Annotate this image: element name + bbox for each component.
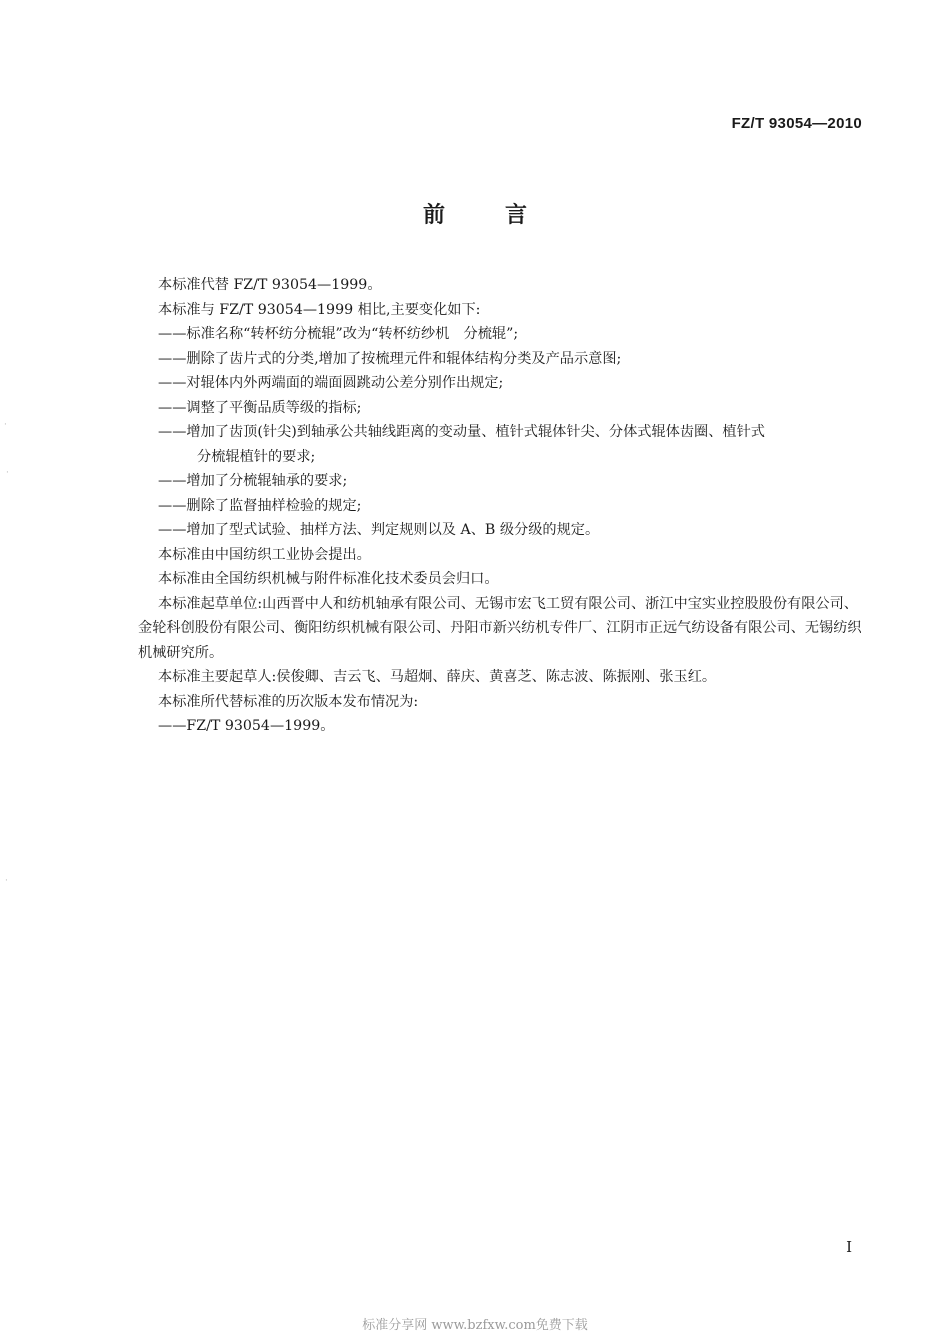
change-item-8: ——增加了型式试验、抽样方法、判定规则以及 A、B 级分级的规定。	[158, 522, 600, 538]
change-item-3: ——对辊体内外两端面的端面圆跳动公差分别作出规定;	[158, 375, 504, 391]
paragraph-history-intro: 本标准所代替标准的历次版本发布情况为:	[158, 693, 419, 710]
paragraph-drafters: 本标准主要起草人:侯俊卿、吉云飞、马超炯、薛庆、黄喜芝、陈志波、陈振刚、张玉红。	[158, 669, 717, 685]
standard-number: FZ/T 93054—2010	[731, 115, 862, 132]
paragraph-centralized-by: 本标准由全国纺织机械与附件标准化技术委员会归口。	[158, 571, 499, 587]
paragraph-replaces: 本标准代替 FZ/T 93054—1999。	[158, 277, 382, 293]
page-title: 前言	[422, 203, 587, 228]
change-item-5: ——增加了齿顶(针尖)到轴承公共轴线距离的变动量、植针式辊体针尖、分体式辊体齿圈、植针式	[158, 424, 765, 440]
scan-speck: ·	[6, 468, 9, 478]
change-item-5-continuation: 分梳辊植针的要求;	[197, 448, 316, 465]
change-item-7: ——删除了监督抽样检验的规定;	[158, 497, 362, 514]
scan-speck: ·	[4, 420, 7, 430]
foreword-body	[138, 273, 868, 739]
change-item-2: ——删除了齿片式的分类,增加了按梳理元件和辊体结构分类及产品示意图;	[158, 350, 622, 367]
change-item-6: ——增加了分梳辊轴承的要求;	[158, 473, 348, 489]
change-item-4: ——调整了平衡品质等级的指标;	[158, 399, 362, 416]
page-number: I	[846, 1238, 852, 1256]
paragraph-proposed-by: 本标准由中国纺织工业协会提出。	[158, 546, 371, 563]
paragraph-changes-intro: 本标准与 FZ/T 93054—1999 相比,主要变化如下:	[158, 301, 481, 318]
paragraph-drafting-units: 本标准起草单位:山西晋中人和纺机轴承有限公司、无锡市宏飞工贸有限公司、浙江中宝实业控股股份有限公司、金轮科创股份有限公司、衡阳纺织机械有限公司、丹阳市新兴纺机专件厂、江阴市正远气纺设备有限公司、无锡纺织机械研究所。	[138, 595, 862, 661]
change-item-1: ——标准名称“转杯纺分梳辊”改为“转杯纺纱机 分梳辊”;	[158, 326, 519, 342]
history-item: ——FZ/T 93054—1999。	[158, 718, 335, 734]
site-watermark: 标准分享网 www.bzfxw.com免费下载	[362, 1318, 588, 1333]
scan-speck: ·	[5, 876, 8, 886]
